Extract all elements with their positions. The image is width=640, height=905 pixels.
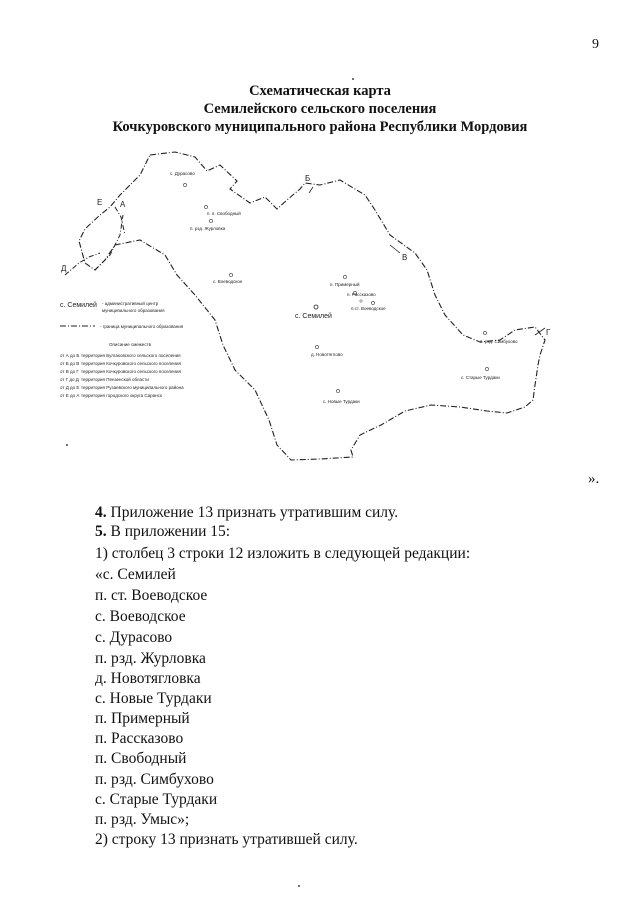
- settlement-list-item: д. Новотягловка: [95, 670, 201, 687]
- item-5-text: В приложении 15:: [106, 523, 231, 540]
- settlement-list-item: «с. Семилей: [95, 566, 176, 583]
- settlement-list-item: с. Воеводское: [95, 608, 186, 625]
- settlement-marker-starye-turdaki: [485, 367, 488, 370]
- legend-center-sample: с. Семилей: [60, 302, 97, 309]
- settlement-label-zhurlovka: п. рзд. Журловка: [190, 226, 226, 231]
- legend-row-range: от Г до Д: [60, 377, 79, 382]
- point-label-d: Д: [61, 264, 67, 273]
- settlement-label-durasovo: с. Дурасово: [170, 171, 195, 176]
- settlement-marker-svobodny: [204, 205, 207, 208]
- settlement-list-item: с. Старые Турдаки: [95, 791, 218, 808]
- subitem-1: 1) столбец 3 строки 12 изложить в следующей редакции:: [95, 545, 471, 562]
- settlement-list-item: п. ст. Воеводское: [95, 587, 208, 604]
- inner-boundary-d: [65, 253, 100, 275]
- municipal-boundary: [79, 152, 545, 460]
- legend-row-range: от Е до А: [60, 393, 80, 398]
- legend-row-text: территория Булгаковского сельского поселения: [81, 353, 181, 358]
- settlement-label-primerny: п. Примерный: [330, 282, 360, 287]
- settlement-marker-semiley: [314, 305, 318, 309]
- legend-boundary-text: - граница муниципального образования: [100, 324, 184, 329]
- legend-row-text: территория Пензенской области: [81, 377, 149, 382]
- subitem-2: 2) строку 13 признать утратившей силу.: [95, 831, 358, 848]
- settlement-marker-zhurlovka: [209, 219, 212, 222]
- settlement-label-rasskazovo: п. Рассказово: [347, 292, 376, 297]
- legend-adjacency-title: Описание смежеств: [109, 342, 151, 347]
- settlement-marker-extra: [360, 300, 362, 302]
- settlement-list-item: п. Рассказово: [95, 730, 184, 747]
- map-title-line-2: Семилейского сельского поселения: [203, 101, 437, 117]
- settlement-marker-voevodskoe: [229, 273, 232, 276]
- settlement-label-semiley: с. Семилей: [295, 313, 332, 320]
- inner-boundary-a: [115, 207, 125, 235]
- legend-center-text-2: муниципального образования: [102, 308, 165, 313]
- settlement-list-item: п. Примерный: [95, 710, 190, 727]
- map-title-line-1: Схематическая карта: [249, 83, 391, 99]
- settlement-label-simbukhovo: п. рзд. Симбухово: [480, 339, 518, 344]
- point-label-g: Г: [546, 328, 551, 337]
- legend-row-range: от Д до Е: [60, 385, 80, 390]
- settlement-label-novye-turdaki: с. Новые Турдаки: [323, 399, 360, 404]
- settlement-marker-novye-turdaki: [336, 389, 339, 392]
- settlement-list-item: с. Дурасово: [95, 629, 173, 646]
- settlement-label-st-voevodskoe: п.ст. Воеводское: [351, 306, 386, 311]
- settlement-label-voevodskoe: с. Воеводское: [213, 279, 243, 284]
- legend-center-text-1: - административный центр: [102, 301, 159, 306]
- legend-row-range: от Б до В: [60, 361, 80, 366]
- settlement-label-svobodny: п. п. Свободный: [207, 211, 241, 216]
- point-label-v: В: [402, 253, 408, 262]
- point-label-e: Е: [97, 198, 103, 207]
- settlement-list-item: п. рзд. Умыс»;: [95, 811, 190, 828]
- point-label-b: Б: [305, 174, 311, 183]
- inner-boundary-e-a: [95, 215, 123, 270]
- settlement-list-item: п. рзд. Журловка: [95, 650, 206, 667]
- scan-speck: [352, 78, 354, 80]
- item-4-text: Приложение 13 признать утратившим силу.: [106, 504, 399, 521]
- settlement-marker-primerny: [343, 275, 346, 278]
- item-4: [95, 503, 398, 523]
- item-4-number: 4.: [95, 504, 107, 521]
- legend-row-text: территория Рузаевского муниципального района: [81, 385, 184, 390]
- scan-speck: [66, 444, 68, 446]
- leader-line-b: [309, 187, 313, 193]
- legend-row-text: территория Кочкуровского сельского поселения: [81, 361, 181, 366]
- schematic-map: [55, 145, 575, 470]
- settlement-label-starye-turdaki: с. Старые Турдаки: [461, 375, 500, 380]
- scan-speck: [298, 885, 300, 887]
- legend-row-text: территория городского округа Саранск: [81, 393, 162, 398]
- legend-row-range: от А до Б: [60, 353, 80, 358]
- point-label-a: А: [120, 200, 126, 209]
- settlement-marker-st-voevodskoe: [371, 301, 374, 304]
- settlement-marker-novotyaglovka: [315, 345, 318, 348]
- legend-row-range: от В до Г: [60, 369, 79, 374]
- leader-line-v: [390, 245, 400, 253]
- item-5-number: 5.: [95, 523, 107, 540]
- map-title-line-3: Кочкуровского муниципального района Республики Мордовия: [112, 119, 528, 135]
- page-number: 9: [592, 37, 599, 52]
- settlement-list-item: с. Новые Турдаки: [95, 690, 212, 707]
- item-5: [95, 522, 230, 542]
- settlement-list-item: п. Свободный: [95, 750, 187, 767]
- settlement-marker-durasovo: [183, 183, 186, 186]
- closing-quote: ».: [588, 471, 600, 487]
- settlement-list-item: п. рзд. Симбухово: [95, 771, 214, 788]
- legend-row-text: территория Кочкуровского сельского поселения: [81, 369, 181, 374]
- settlement-marker-simbukhovo: [483, 331, 486, 334]
- settlement-label-novotyaglovka: д. Новотяглово: [311, 352, 343, 357]
